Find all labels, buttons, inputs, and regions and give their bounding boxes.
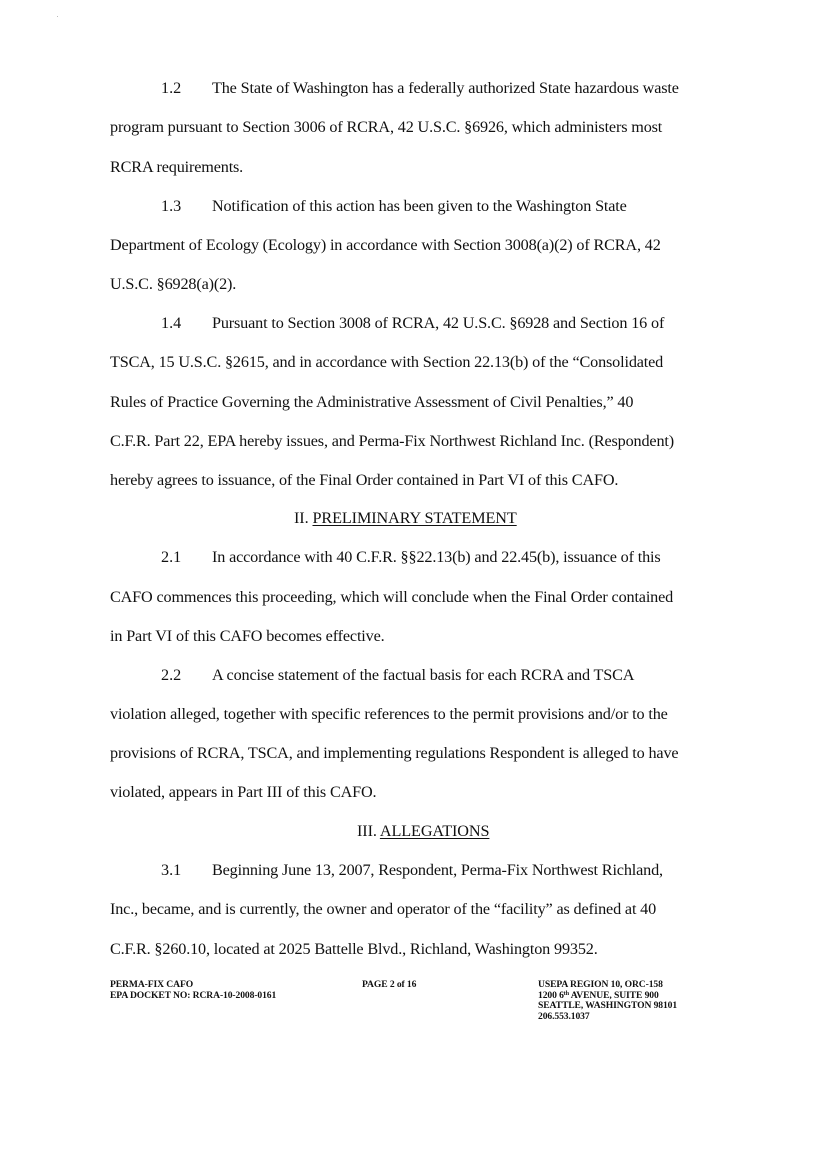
footer-case-title: PERMA-FIX CAFO (110, 979, 194, 990)
agency-city: SEATTLE, WASHINGTON 98101 (538, 1000, 678, 1012)
paragraph-number: 3.1 (161, 861, 182, 879)
footer-agency-address (538, 980, 677, 1022)
paragraph-number: 1.2 (161, 79, 182, 97)
paragraph-text-line: violated, appears in Part III of this CAFO. (110, 783, 377, 801)
footer-case-info (110, 980, 276, 1001)
agency-office: USEPA REGION 10, ORC-158 (538, 979, 663, 990)
paragraph-text-line: program pursuant to Section 3006 of RCRA, 42 U.S.C. §6926, which administers most (110, 118, 663, 136)
heading-numeral: II. (294, 509, 309, 527)
heading-title: ALLEGATIONS (379, 822, 490, 840)
paragraph-text-line: In accordance with 40 C.F.R. §§22.13(b) and 22.45(b), issuance of this (212, 548, 661, 566)
paragraph-number: 1.4 (161, 314, 182, 332)
paragraph-text-line: violation alleged, together with specific references to the permit provisions and/or to the (110, 705, 668, 723)
paragraph-text-line: C.F.R. §260.10, located at 2025 Battelle Blvd., Richland, Washington 99352. (110, 940, 598, 958)
paragraph-number: 1.3 (161, 197, 182, 215)
heading-numeral: III. (357, 822, 377, 840)
paragraph-number: 2.2 (161, 666, 182, 684)
paragraph-text-line: Beginning June 13, 2007, Respondent, Perma-Fix Northwest Richland, (212, 861, 663, 879)
paragraph-text-line: RCRA requirements. (110, 158, 244, 176)
paragraph-text-line: Rules of Practice Governing the Administrative Assessment of Civil Penalties,” 40 (110, 393, 634, 411)
footer-page-number (362, 980, 416, 991)
paragraph-text-line: Inc., became, and is currently, the owner and operator of the “facility” as defined at 40 (110, 900, 657, 918)
paragraph-text-line: U.S.C. §6928(a)(2). (110, 275, 237, 293)
paragraph-text-line: provisions of RCRA, TSCA, and implementing regulations Respondent is alleged to have (110, 744, 679, 762)
agency-phone: 206.553.1037 (538, 1010, 590, 1022)
page-number-label: PAGE 2 of 16 (362, 979, 417, 990)
paragraph-text-line: Department of Ecology (Ecology) in accordance with Section 3008(a)(2) of RCRA, 42 (110, 236, 661, 254)
street-number: 1200 6 (538, 989, 564, 1001)
paragraph-text-line: TSCA, 15 U.S.C. §2615, and in accordance with Section 22.13(b) of the “Consolidated (110, 353, 664, 371)
paragraph-text-line: Notification of this action has been given to the Washington State (212, 197, 627, 215)
section-heading-preliminary-statement (294, 508, 517, 528)
paragraph-number: 2.1 (161, 548, 182, 566)
paragraph-text-line: CAFO commences this proceeding, which will conclude when the Final Order contained (110, 588, 674, 606)
section-heading-allegations (357, 821, 489, 841)
street-name: AVENUE, SUITE 900 (568, 989, 659, 1001)
paragraph-text-line: The State of Washington has a federally authorized State hazardous waste (212, 79, 679, 97)
scan-speck (57, 16, 58, 17)
paragraph-text-line: in Part VI of this CAFO becomes effective. (110, 627, 385, 645)
ordinal-suffix: th (563, 990, 569, 997)
heading-title: PRELIMINARY STATEMENT (312, 509, 517, 527)
paragraph-text-line: C.F.R. Part 22, EPA hereby issues, and Perma-Fix Northwest Richland Inc. (Respondent) (110, 432, 674, 450)
paragraph-text-line: Pursuant to Section 3008 of RCRA, 42 U.S.C. §6928 and Section 16 of (212, 314, 665, 332)
paragraph-text-line: hereby agrees to issuance, of the Final Order contained in Part VI of this CAFO. (110, 471, 619, 489)
footer-docket-number: EPA DOCKET NO: RCRA-10-2008-0161 (110, 989, 277, 1001)
paragraph-text-line: A concise statement of the factual basis for each RCRA and TSCA (212, 666, 635, 684)
